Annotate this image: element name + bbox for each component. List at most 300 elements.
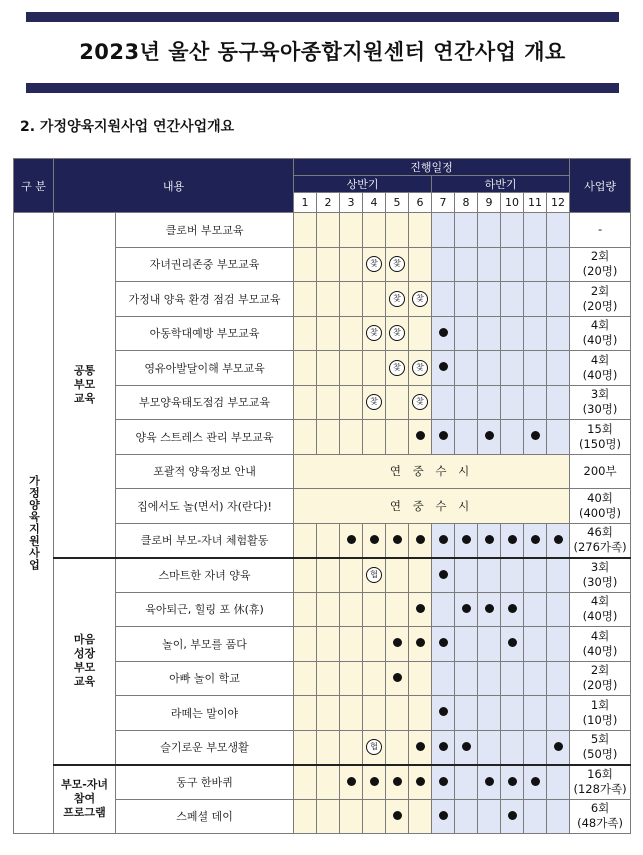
month-cell	[386, 592, 409, 627]
scheduled-dot-icon	[439, 811, 448, 820]
scheduled-dot-icon	[439, 328, 448, 337]
month-header: 9	[478, 193, 501, 213]
month-header: 5	[386, 193, 409, 213]
month-cell	[409, 558, 432, 593]
month-cell	[501, 765, 524, 800]
program-amount: 4회 (40명)	[570, 316, 631, 351]
month-cell	[363, 765, 386, 800]
month-cell	[317, 523, 340, 558]
program-name: 스마트한 자녀 양육	[116, 558, 294, 593]
program-amount: 4회 (40명)	[570, 351, 631, 386]
header-first-half: 상반기	[294, 176, 432, 193]
scheduled-dot-icon	[416, 742, 425, 751]
schedule-mark: 찾	[412, 360, 428, 376]
month-cell	[432, 765, 455, 800]
month-cell	[340, 316, 363, 351]
scheduled-dot-icon	[393, 777, 402, 786]
month-cell	[524, 799, 547, 834]
month-cell	[547, 627, 570, 662]
month-cell	[294, 558, 317, 593]
schedule-table	[13, 158, 631, 834]
month-cell	[363, 661, 386, 696]
month-cell	[547, 420, 570, 455]
scheduled-dot-icon	[439, 535, 448, 544]
month-cell	[455, 420, 478, 455]
month-cell	[432, 558, 455, 593]
program-name: 클로버 부모-자녀 체험활동	[116, 523, 294, 558]
document-title: 2023년 울산 동구육아종합지원센터 연간사업 개요	[79, 40, 566, 64]
month-cell	[501, 799, 524, 834]
ongoing-schedule: 연 중 수 시	[294, 454, 570, 489]
table-row	[14, 213, 631, 248]
program-amount: 15회 (150명)	[570, 420, 631, 455]
program-name: 슬기로운 부모생활	[116, 730, 294, 765]
month-cell	[432, 420, 455, 455]
month-cell	[340, 730, 363, 765]
month-header: 8	[455, 193, 478, 213]
schedule-mark: 찾	[389, 360, 405, 376]
month-cell	[478, 213, 501, 248]
month-cell	[386, 316, 409, 351]
month-header: 2	[317, 193, 340, 213]
month-cell	[478, 351, 501, 386]
month-cell	[386, 661, 409, 696]
program-amount: -	[570, 213, 631, 248]
month-header: 10	[501, 193, 524, 213]
month-cell	[294, 730, 317, 765]
month-cell	[386, 558, 409, 593]
month-cell	[524, 523, 547, 558]
scheduled-dot-icon	[485, 777, 494, 786]
month-cell	[409, 523, 432, 558]
program-name: 가정내 양육 환경 점검 부모교육	[116, 282, 294, 317]
month-cell	[409, 385, 432, 420]
month-cell	[363, 282, 386, 317]
program-amount: 6회 (48가족)	[570, 799, 631, 834]
month-cell	[478, 247, 501, 282]
month-cell	[478, 627, 501, 662]
program-amount: 2회 (20명)	[570, 661, 631, 696]
scheduled-dot-icon	[393, 535, 402, 544]
month-cell	[501, 351, 524, 386]
month-cell	[386, 385, 409, 420]
scheduled-dot-icon	[508, 604, 517, 613]
scheduled-dot-icon	[531, 777, 540, 786]
month-cell	[524, 730, 547, 765]
month-cell	[363, 420, 386, 455]
month-cell	[547, 730, 570, 765]
month-cell	[294, 523, 317, 558]
program-amount: 40회 (400명)	[570, 489, 631, 524]
month-cell	[294, 385, 317, 420]
category-cell	[14, 213, 54, 834]
month-cell	[340, 592, 363, 627]
month-header: 12	[547, 193, 570, 213]
month-cell	[455, 247, 478, 282]
program-name: 아동학대예방 부모교육	[116, 316, 294, 351]
scheduled-dot-icon	[485, 535, 494, 544]
month-cell	[547, 247, 570, 282]
program-name: 스페셜 데이	[116, 799, 294, 834]
month-cell	[501, 420, 524, 455]
scheduled-dot-icon	[439, 638, 448, 647]
month-cell	[317, 282, 340, 317]
program-amount: 4회 (40명)	[570, 592, 631, 627]
month-cell	[317, 765, 340, 800]
schedule-mark: 협	[366, 739, 382, 755]
month-cell	[524, 385, 547, 420]
schedule-mark: 찾	[366, 394, 382, 410]
month-cell	[386, 282, 409, 317]
month-cell	[547, 282, 570, 317]
month-cell	[501, 592, 524, 627]
program-amount: 200부	[570, 454, 631, 489]
month-cell	[409, 765, 432, 800]
program-amount: 2회 (20명)	[570, 282, 631, 317]
table-row	[14, 558, 631, 593]
header-amount: 사업량	[570, 159, 631, 213]
month-cell	[524, 213, 547, 248]
month-cell	[432, 592, 455, 627]
month-cell	[294, 765, 317, 800]
schedule-mark: 찾	[389, 325, 405, 341]
month-cell	[317, 661, 340, 696]
month-cell	[478, 282, 501, 317]
month-cell	[294, 420, 317, 455]
program-amount: 3회 (30명)	[570, 385, 631, 420]
month-cell	[363, 213, 386, 248]
month-cell	[547, 661, 570, 696]
month-cell	[317, 385, 340, 420]
month-cell	[524, 247, 547, 282]
month-cell	[340, 765, 363, 800]
month-cell	[524, 627, 547, 662]
scheduled-dot-icon	[531, 535, 540, 544]
scheduled-dot-icon	[554, 535, 563, 544]
scheduled-dot-icon	[485, 604, 494, 613]
month-cell	[432, 247, 455, 282]
month-cell	[409, 799, 432, 834]
month-cell	[455, 592, 478, 627]
scheduled-dot-icon	[508, 811, 517, 820]
scheduled-dot-icon	[508, 638, 517, 647]
month-cell	[363, 558, 386, 593]
month-cell	[317, 351, 340, 386]
subgroup-label: 공통 부모 교육	[73, 363, 96, 405]
month-cell	[386, 351, 409, 386]
month-cell	[478, 696, 501, 731]
scheduled-dot-icon	[416, 604, 425, 613]
month-cell	[455, 765, 478, 800]
subgroup-label: 부모-자녀 참여 프로그램	[60, 778, 109, 820]
scheduled-dot-icon	[439, 570, 448, 579]
month-cell	[294, 799, 317, 834]
section-title: 2. 가정양육지원사업 연간사업개요	[20, 119, 235, 135]
month-cell	[478, 765, 501, 800]
schedule-mark: 협	[366, 567, 382, 583]
month-cell	[409, 592, 432, 627]
month-cell	[340, 799, 363, 834]
header-content: 내용	[54, 159, 294, 213]
program-name: 라떼는 말이야	[116, 696, 294, 731]
month-cell	[547, 765, 570, 800]
month-cell	[547, 799, 570, 834]
month-cell	[547, 558, 570, 593]
month-cell	[501, 316, 524, 351]
scheduled-dot-icon	[416, 777, 425, 786]
month-cell	[547, 385, 570, 420]
scheduled-dot-icon	[485, 431, 494, 440]
month-cell	[294, 627, 317, 662]
scheduled-dot-icon	[462, 604, 471, 613]
month-cell	[363, 592, 386, 627]
month-cell	[432, 213, 455, 248]
month-cell	[340, 282, 363, 317]
month-cell	[386, 627, 409, 662]
month-cell	[432, 627, 455, 662]
month-cell	[455, 385, 478, 420]
month-cell	[547, 696, 570, 731]
title-bottom-bar	[26, 83, 619, 93]
subgroup-cell	[54, 213, 116, 558]
month-cell	[478, 730, 501, 765]
month-header: 6	[409, 193, 432, 213]
scheduled-dot-icon	[554, 742, 563, 751]
month-cell	[340, 385, 363, 420]
schedule-mark: 찾	[389, 291, 405, 307]
month-cell	[547, 523, 570, 558]
subgroup-cell	[54, 558, 116, 765]
month-cell	[501, 627, 524, 662]
month-cell	[340, 420, 363, 455]
month-cell	[409, 351, 432, 386]
month-cell	[317, 592, 340, 627]
month-cell	[386, 523, 409, 558]
header-category: 구 분	[14, 159, 54, 213]
month-cell	[524, 420, 547, 455]
month-cell	[501, 523, 524, 558]
month-cell	[317, 213, 340, 248]
month-cell	[363, 523, 386, 558]
program-amount: 46회 (276가족)	[570, 523, 631, 558]
month-cell	[317, 558, 340, 593]
month-cell	[363, 385, 386, 420]
month-cell	[455, 696, 478, 731]
program-name: 놀이, 부모를 품다	[116, 627, 294, 662]
title-top-bar	[26, 12, 619, 22]
month-cell	[386, 730, 409, 765]
month-cell	[340, 213, 363, 248]
month-cell	[363, 247, 386, 282]
month-cell	[317, 247, 340, 282]
month-cell	[524, 696, 547, 731]
table-row	[14, 765, 631, 800]
month-cell	[386, 420, 409, 455]
scheduled-dot-icon	[439, 362, 448, 371]
month-cell	[524, 765, 547, 800]
month-cell	[294, 696, 317, 731]
month-cell	[455, 282, 478, 317]
program-name: 집에서도 놀(면서) 자(란다)!	[116, 489, 294, 524]
month-cell	[501, 661, 524, 696]
month-cell	[478, 523, 501, 558]
month-cell	[501, 730, 524, 765]
month-cell	[363, 351, 386, 386]
month-cell	[409, 661, 432, 696]
month-cell	[294, 661, 317, 696]
month-header: 4	[363, 193, 386, 213]
scheduled-dot-icon	[531, 431, 540, 440]
month-cell	[340, 558, 363, 593]
month-cell	[501, 696, 524, 731]
month-cell	[317, 696, 340, 731]
month-cell	[409, 282, 432, 317]
schedule-mark: 찾	[412, 394, 428, 410]
month-cell	[340, 247, 363, 282]
month-cell	[340, 523, 363, 558]
month-cell	[547, 316, 570, 351]
month-header: 3	[340, 193, 363, 213]
scheduled-dot-icon	[462, 742, 471, 751]
month-cell	[386, 213, 409, 248]
month-cell	[294, 247, 317, 282]
month-cell	[455, 316, 478, 351]
month-cell	[432, 696, 455, 731]
month-cell	[409, 730, 432, 765]
month-cell	[524, 558, 547, 593]
scheduled-dot-icon	[439, 707, 448, 716]
month-cell	[432, 385, 455, 420]
scheduled-dot-icon	[370, 777, 379, 786]
month-cell	[547, 592, 570, 627]
month-cell	[432, 282, 455, 317]
month-cell	[501, 213, 524, 248]
month-cell	[455, 213, 478, 248]
month-cell	[524, 661, 547, 696]
subgroup-label: 마음 성장 부모 교육	[73, 633, 96, 688]
scheduled-dot-icon	[462, 535, 471, 544]
month-cell	[340, 627, 363, 662]
subgroup-cell	[54, 765, 116, 834]
month-cell	[294, 316, 317, 351]
month-cell	[524, 316, 547, 351]
month-cell	[455, 558, 478, 593]
scheduled-dot-icon	[439, 777, 448, 786]
month-cell	[478, 592, 501, 627]
month-cell	[409, 213, 432, 248]
month-cell	[455, 351, 478, 386]
scheduled-dot-icon	[370, 535, 379, 544]
month-cell	[547, 351, 570, 386]
scheduled-dot-icon	[439, 431, 448, 440]
program-amount: 16회 (128가족)	[570, 765, 631, 800]
schedule-mark: 찾	[412, 291, 428, 307]
scheduled-dot-icon	[439, 742, 448, 751]
category-label: 가정양육지원사업	[27, 475, 41, 571]
program-name: 동구 한바퀴	[116, 765, 294, 800]
program-name: 자녀권리존중 부모교육	[116, 247, 294, 282]
month-cell	[409, 316, 432, 351]
month-cell	[386, 247, 409, 282]
header-second-half: 하반기	[432, 176, 570, 193]
month-cell	[432, 730, 455, 765]
month-cell	[386, 799, 409, 834]
month-cell	[294, 213, 317, 248]
month-cell	[501, 558, 524, 593]
program-amount: 2회 (20명)	[570, 247, 631, 282]
month-cell	[432, 351, 455, 386]
scheduled-dot-icon	[416, 638, 425, 647]
month-cell	[340, 351, 363, 386]
month-cell	[478, 420, 501, 455]
month-cell	[317, 730, 340, 765]
month-cell	[363, 730, 386, 765]
month-cell	[432, 661, 455, 696]
program-name: 양육 스트레스 관리 부모교육	[116, 420, 294, 455]
month-cell	[386, 696, 409, 731]
scheduled-dot-icon	[393, 638, 402, 647]
program-amount: 3회 (30명)	[570, 558, 631, 593]
month-cell	[294, 282, 317, 317]
month-cell	[363, 696, 386, 731]
program-name: 포괄적 양육정보 안내	[116, 454, 294, 489]
month-cell	[386, 765, 409, 800]
month-cell	[363, 316, 386, 351]
program-amount: 1회 (10명)	[570, 696, 631, 731]
month-cell	[478, 558, 501, 593]
month-cell	[294, 351, 317, 386]
schedule-mark: 찾	[366, 256, 382, 272]
program-amount: 5회 (50명)	[570, 730, 631, 765]
month-cell	[547, 213, 570, 248]
month-cell	[409, 247, 432, 282]
month-cell	[501, 385, 524, 420]
month-cell	[317, 799, 340, 834]
program-name: 부모양육태도점검 부모교육	[116, 385, 294, 420]
month-cell	[524, 592, 547, 627]
month-cell	[524, 282, 547, 317]
month-cell	[455, 799, 478, 834]
header-schedule: 진행일정	[294, 159, 570, 176]
month-cell	[317, 627, 340, 662]
month-cell	[363, 799, 386, 834]
scheduled-dot-icon	[347, 535, 356, 544]
month-cell	[432, 316, 455, 351]
month-cell	[455, 661, 478, 696]
month-cell	[478, 316, 501, 351]
program-amount: 4회 (40명)	[570, 627, 631, 662]
month-cell	[501, 247, 524, 282]
scheduled-dot-icon	[508, 535, 517, 544]
month-cell	[455, 523, 478, 558]
month-cell	[409, 627, 432, 662]
month-cell	[501, 282, 524, 317]
month-cell	[478, 385, 501, 420]
month-header: 1	[294, 193, 317, 213]
month-cell	[317, 420, 340, 455]
month-cell	[340, 696, 363, 731]
ongoing-schedule: 연 중 수 시	[294, 489, 570, 524]
scheduled-dot-icon	[508, 777, 517, 786]
month-cell	[455, 730, 478, 765]
program-name: 영유아발달이해 부모교육	[116, 351, 294, 386]
month-cell	[432, 799, 455, 834]
month-cell	[524, 351, 547, 386]
month-cell	[478, 799, 501, 834]
month-header: 7	[432, 193, 455, 213]
month-cell	[432, 523, 455, 558]
program-name: 아빠 놀이 학교	[116, 661, 294, 696]
